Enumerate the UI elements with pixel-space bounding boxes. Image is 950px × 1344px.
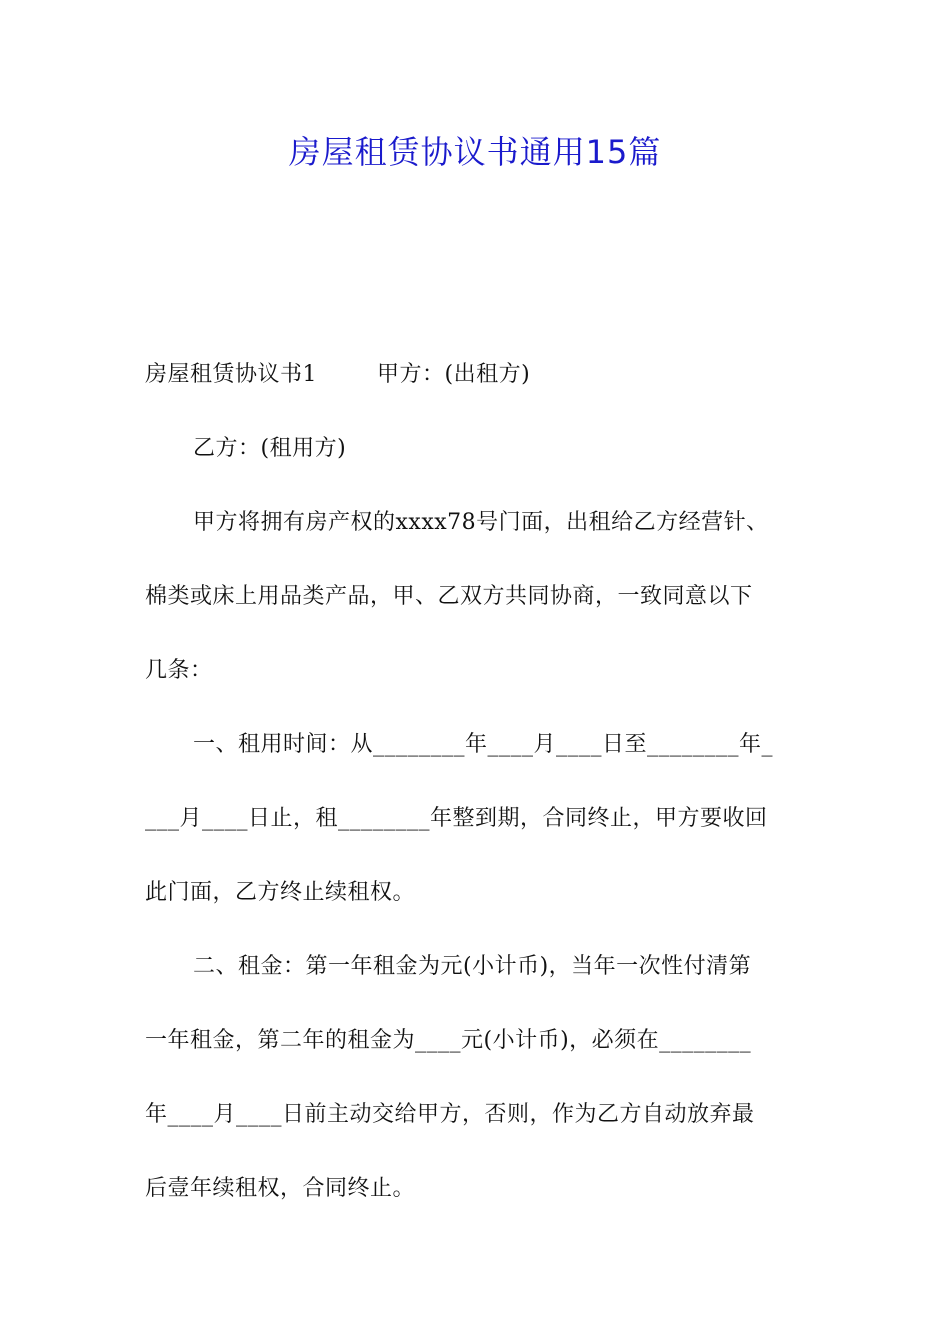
- paragraph-line: 甲方将拥有房产权的xxxx78号门面，出租给乙方经营针、: [193, 510, 769, 535]
- paragraph-line: 年____月____日前主动交给甲方，否则，作为乙方自动放弃最: [145, 1102, 755, 1127]
- party-a-label: 甲方：(出租方): [377, 362, 531, 387]
- paragraph-line: 二、租金：第一年租金为元(小计币)，当年一次性付清第: [193, 954, 752, 979]
- document-body: [145, 338, 807, 1226]
- paragraph-line: 一、租用时间：从________年____月____日至________年_: [193, 732, 774, 757]
- paragraph-line: 棉类或床上用品类产品，甲、乙双方共同协商，一致同意以下: [145, 584, 753, 609]
- paragraph-line: ___月____日止，租________年整到期，合同终止，甲方要收回: [145, 806, 768, 831]
- paragraph-line: 一年租金，第二年的租金为____元(小计币)，必须在________: [145, 1028, 752, 1053]
- section-heading: 房屋租赁协议书1: [145, 362, 317, 387]
- party-b-line: 乙方：(租用方): [193, 436, 347, 461]
- paragraph-line: 后壹年续租权，合同终止。: [145, 1176, 416, 1201]
- heading-line: [145, 338, 807, 412]
- paragraph-line: 此门面，乙方终止续租权。: [145, 880, 416, 905]
- paragraph-line: 几条：: [145, 658, 213, 683]
- document-title: 房屋租赁协议书通用15篇: [288, 133, 662, 171]
